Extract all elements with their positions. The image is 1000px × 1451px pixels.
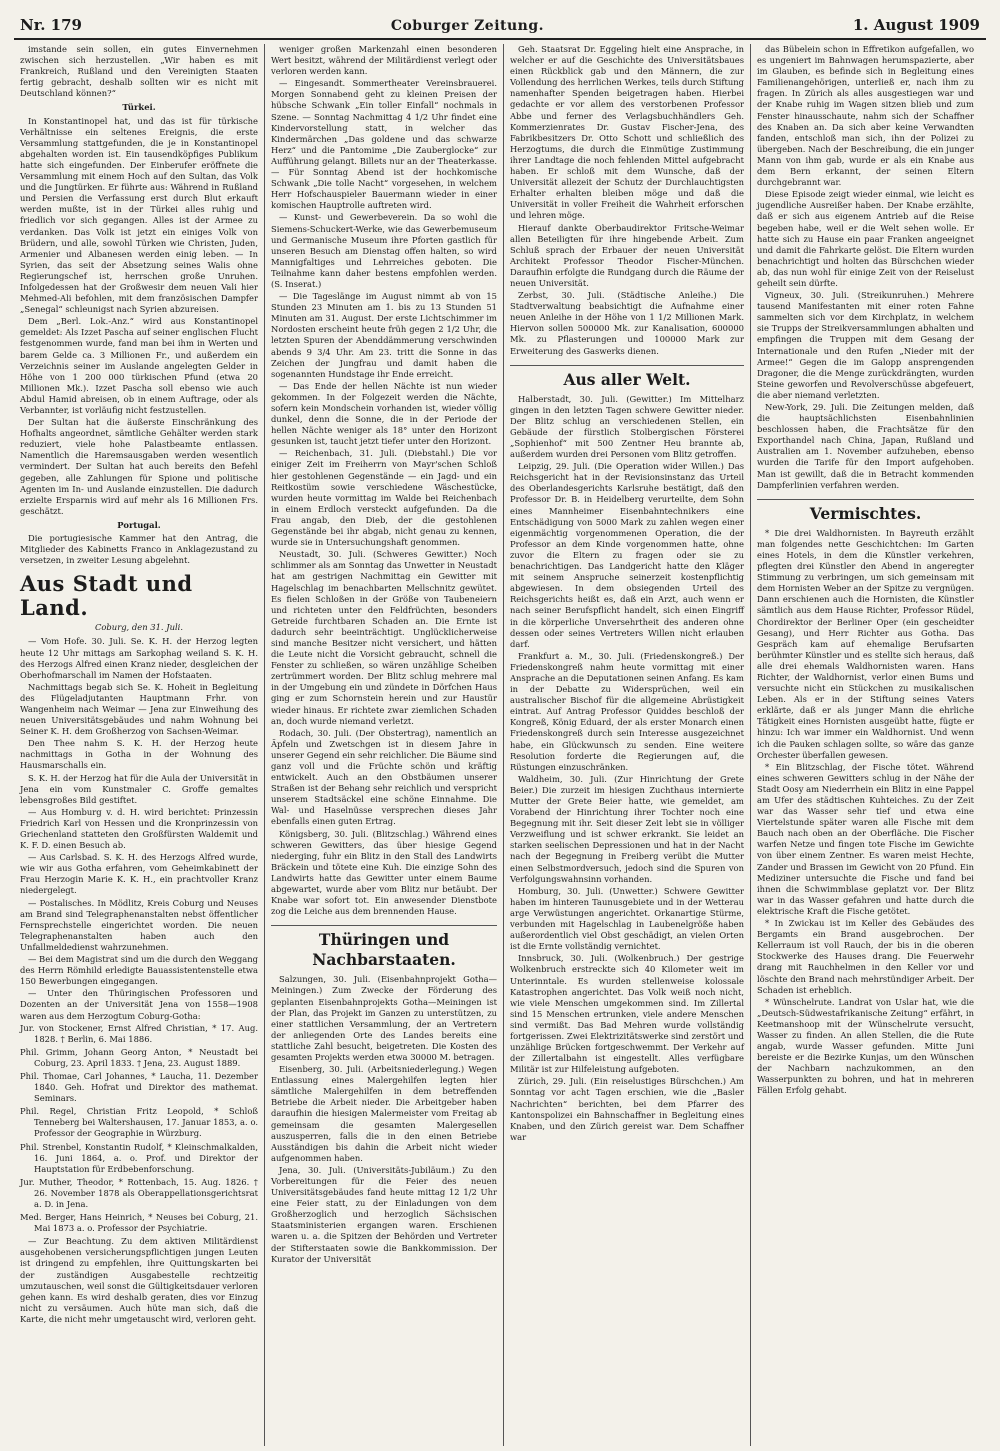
article-paragraph: Nachmittags begab sich Se. K. Hoheit in Begleitung des Flügeladjutanten Hauptmann Frhr. von Wangenheim nach Weimar — Jena zur Einweihung des neuen Universitätsgebäudes und nahm Wohnung bei Seiner K. H. dem Großherzog von Sachsen-Weimar. — [20, 681, 258, 737]
article-paragraph: * In Zwickau ist im Keller des Gebäudes des Bergamts ein Brand ausgebrochen. Der Kellerraum ist voll Rauch, der bis in die oberen Stockwerke des Hauses drang. Die Feuerwehr drang mit Rauchhelmen in den Keller vor und löschte den Brand nach mehrstündiger Arbeit. Der Schaden ist erheblich. — [757, 918, 974, 995]
article-paragraph: Homburg, 30. Juli. (Unwetter.) Schwere Gewitter haben im hinteren Taunusgebiete und in der Wetterau arge Verwüstungen angerichtet. Orkanartige Stürme, verbunden mit Hagelschlag in Laubenelgröße haben außerordentlich viel Obst geschädigt, an vielen Orten ist die Ernte vollständig vernichtet. — [510, 885, 744, 952]
article-paragraph: Halberstadt, 30. Juli. (Gewitter.) Im Mittelharz gingen in den letzten Tagen schwere Gewitter nieder. Der Blitz schlug an verschiedenen Stellen, ein Gebäude der fürstlich Stolbergischen Försterei „Sophienhof“ mit 500 Zentner Heu brannte ab, außerdem wurden drei Personen vom Blitz getroffen. — [510, 393, 744, 460]
article-paragraph: Frankfurt a. M., 30. Juli. (Friedenskongreß.) Der Friedenskongreß nahm heute vormittag mit einer Ansprache an die Deputationen seinen Anfang. Es kam in der Debatte zu Widersprüchen, weil ein australischer Bischof für die allgemeine Abrüstigkeit eintrat. Auf Antrag Professor Quiddes beschloß der Kongreß, König Eduard, der als erster Monarch einen Friedenskongreß durch sein Interesse ausgezeichnet habe, ein Glückwunsch zu senden. Eine weitere Resolution forderte die Regierungen auf, die Rüstungen einzuschränken. — [510, 650, 744, 772]
article-paragraph: — Vom Hofe. 30. Juli. Se. K. H. der Herzog legten heute 12 Uhr mittags am Sarkophag weiland S. K. H. des Herzogs Alfred einen Kranz nieder, desgleichen der Oberhofmarschall im Namen der Hofstaaten. — [20, 636, 258, 680]
article-paragraph: — Eingesandt. Sommertheater Vereinsbrauerei. Morgen Sonnabend geht zu kleinen Preisen der hübsche Schwank „Ein toller Einfall“ nochmals in Szene. — Sonntag Nachmittag 4 1/2 Uhr findet eine Kindervorstellung statt, in welcher das Kindermärchen „Das goldene und das schwarze Herz“ und die Pantomime „Die Zauberglocke“ zur Aufführung gelangt. Billets nur an der Theaterkasse. — Für Sonntag Abend ist der hochkomische Schwank „Die tolle Nacht“ vorgesehen, in welchem Herr Hofschauspieler Bauermann wieder in einer komischen Hauptrolle auftreten wird. — [271, 78, 497, 211]
article-paragraph: — Reichenbach, 31. Juli. (Diebstahl.) Die vor einiger Zeit im Freiherrn von Mayr'schen Schloß hier gestohlenen Gegenstände — ein Jagd- und ein Reitkostüm sowie verschiedene Wäschestücke, wurden heute vormittag im Walde bei Reichenbach in einem Erdloch versteckt aufgefunden. Da die Frau angab, den Dieb, der die gestohlenen Gegenstände bei ihr abgab, nicht genau zu kennen, wurde sie in Untersuchungshaft genommen. — [271, 448, 497, 548]
article-paragraph: Salzungen, 30. Juli. (Eisenbahnprojekt Gotha—Meiningen.) Zum Zwecke der Förderung des geplanten Eisenbahnprojekts Gotha—Meiningen ist der Plan, das Projekt im Ganzen zu unterstützen, zu einer stattlichen Versammlung, der an Vertretern der anliegenden Orte des Landes bereits eine stattliche Zahl besucht, beigetreten. Die Kosten des gesamten Projekts werden etwa 30000 M. betragen. — [271, 974, 497, 1062]
article-paragraph: Zürich, 29. Juli. (Ein reiselustiges Bürschchen.) Am Sonntag vor acht Tagen erschien, wie die „Basler Nachrichten“ berichten, bei dem Pfarrer des Kantonspolizei ein Bahnschaffner in Begleitung eines Knaben, und den Zürich gereist war. Dem Schaffner war — [510, 1076, 744, 1142]
article-paragraph: Diese Episode zeigt wieder einmal, wie leicht es jugendliche Ausreißer haben. Der Knabe erzählte, daß er sich aus eigenem Antrieb auf die Reise begeben habe, weil er die Welt sehen wolle. Er hatte sich zu Hause ein paar Franken angeeignet und damit die Fahrkarte gelöst. Die Eltern wurden benachrichtigt und holten das Bürschchen wieder ab, das nun wohl für einige Zeit von der Reiselust geheilt sein dürfte. — [757, 189, 974, 288]
article-paragraph: — Aus Carlsbad. S. K. H. des Herzogs Alfred wurde, wie wir aus Gotha erfahren, vom Geheimkabinett der Frau Herzogin Marie K. K. H., ein prachtvoller Kranz niedergelegt. — [20, 852, 258, 896]
article-paragraph: — Das Ende der hellen Nächte ist nun wieder gekommen. In der Folgezeit werden die Nächte, sofern kein Mondschein vorhanden ist, wieder völlig dunkel, denn die Sonne, die in der Periode der hellen Nächte weniger als 18° unter den Horizont gesunken ist, taucht jetzt tiefer unter den Horizont. — [271, 380, 497, 447]
article-paragraph: weniger großen Markenzahl einen besonderen Wert besitzt, während der Militärdienst verlegt oder verloren werden kann. — [271, 44, 497, 77]
article-paragraph: Der Sultan hat die äußerste Einschränkung des Hofhalts angeordnet, sämtliche Gehälter werden stark reduziert, viele hohe Palastbeamte entlassen. Namentlich die Haremsausgaben werden wesentlich vermindert. Der Sultan hat auch bereits den Befehl gegeben, alle Zahlungen für Spione und politische Agenten im In- und Auslande einzustellen. Die dadurch erzielte Ersparnis wird auf mehr als 16 Millionen Frs. geschätzt. — [20, 417, 258, 516]
article-paragraph: das Bübelein schon in Effretikon aufgefallen, wo es ungeniert im Bahnwagen herumspazierte, aber im Glauben, es befinde sich in Begleitung eines Familienangehörigen, unterließ er, nach ihm zu fragen. In Zürich als alles ausgestiegen war und der Knabe ruhig im Wagen sitzen blieb und zum Fenster hinausschaute, nahm sich der Schaffner des Knaben an. Da sich aber keine Verwandten fanden, entschloß man sich, ihn der Polizei zu übergeben. Nach der Beschreibung, die ein junger Mann von ihm gab, wurde er als ein Knabe aus dem Bern erkannt, der seinen Eltern durchgebrannt war. — [757, 44, 974, 188]
newspaper-title: Coburger Zeitung. — [390, 18, 545, 34]
article-paragraph: Rodach, 30. Juli. (Der Obstertrag), namentlich an Äpfeln und Zwetschgen ist in diesem Jahre in unserer Gegend ein sehr reichlicher. Die Bäume sind ganz voll und die Früchte schön und kräftig entwickelt. Auch an den Obstbäumen unserer Straßen ist der Behang sehr reichlich und verspricht unserem Stadtsäckel eine schöne Einnahme. Die Wal- und Haselnüsse versprechen dieses Jahr ebenfalls einen guten Ertrag. — [271, 727, 497, 827]
article-paragraph: Vigneux, 30. Juli. (Streikunruhen.) Mehrere tausend Manifestanten mit einer roten Fahne sammelten sich vor dem Kirchplatz, in welchem sie Trupps der Streikversammlungen abhalten und empfingen die Truppen mit dem Gesang der Internationale und den Rufen „Nieder mit der Armee!“ Gegen die im Galopp ansprengenden Dragoner, die die Menge zurückdrängten, wurden Steine geworfen und Revolverschüsse abgefeuert, die aber niemand verletzten. — [757, 290, 974, 400]
section-heading-turkei: Türkei. — [122, 102, 156, 113]
article-paragraph: S. K. H. der Herzog hat für die Aula der Universität in Jena ein vom Kunstmaler C. Groffe gemaltes lebensgroßes Bild gestiftet. — [20, 772, 258, 805]
article-paragraph: * Wünschelrute. Landrat von Uslar hat, wie die „Deutsch-Südwestafrikanische Zeitung“ erfährt, in Keetmanshoop mit der Wünschelrute versucht, Wasser zu finden. An allen Stellen, die die Rute angab, wurde Wasser gefunden. Mitte Juni bereiste er die Bezirke Kunjas, um den Wünschen der Nachbarn nachzukommen, an den Wasserpunkten zu bohren, und hat in mehreren Fällen Erfolg gehabt. — [757, 996, 974, 1096]
professor-entry: Phil. Thomae, Carl Johannes, * Laucha, 11. Dezember 1840. Geh. Hofrat und Direktor des mathemat. Seminars. — [20, 1070, 258, 1104]
article-paragraph: * Die drei Waldhornisten. In Bayreuth erzählt man folgendes nette Geschichtchen: Im Garten eines Hotels, in dem die Künstler verkehren, pflegten drei Künstler den Abend in angeregter Stimmung zu verbringen, um sich gemeinsam mit dem Hornisten Weber an der Spitze zu vergnügen. Dann erschienen auch die Hornisten, die Künstler sämtlich aus dem Hause Richter, Professor Rüdel, Chordirektor der Berliner Oper (ein gescheidter Gesang), und Herr Richter aus Gotha. Das Gespräch kam auf ehemalige Berufsarten berühmter Künstler und es stellte sich heraus, daß alle drei ehemals Waldhornisten waren. Hans Richter, der Waldhornist, verlor einen Bums und versuchte nicht ein Stückchen zu musikalischen Leben. Als er in der Stiftung seines Vaters erklärte, daß er als junger Mann die ehrliche Tätigkeit eines Hornisten ausgeübt hatte, fügte er hinzu: Ich war immer ein Waldhornist. Und wenn ich die Pauken schlagen sollte, so wäre das ganze Orchester überfallen gewesen. — [757, 527, 974, 760]
professor-entry: Jur. von Stockener, Ernst Alfred Christian, * 17. Aug. 1828. † Berlin, 6. Mai 1886. — [20, 1022, 258, 1044]
article-paragraph: — Bei dem Magistrat sind um die durch den Weggang des Herrn Römhild erledigte Bauassistentenstelle etwa 150 Bewerbungen eingegangen. — [20, 954, 258, 987]
column-1 — [14, 44, 265, 1446]
article-paragraph: Innsbruck, 30. Juli. (Wolkenbruch.) Der gestrige Wolkenbruch erstreckte sich 40 Kilometer weit im Unterinntale. Es wurden stellenweise kolossale Katastrophen angerichtet. Das Volk weiß noch nicht, wie viele Menschen umgekommen sind. Im Zillertal sind 15 Menschen ertrunken, viele andere Menschen sind vermißt. Das Bad Mehren wurde vollständig fortgerissen. Zwei Elektrizitätswerke sind zerstört und unzählige Brücken fortgeschwemmt. Der Verkehr auf der Zillertalbahn ist eingestellt. Alles verfügbare Militär ist zur Hilfeleistung aufgeboten. — [510, 953, 744, 1075]
article-paragraph: New-York, 29. Juli. Die Zeitungen melden, daß die hauptsächlichsten Eisenbahnlinien beschlossen haben, die Frachtsätze für den Exporthandel nach China, Japan, Rußland und Australien am 1. November aufzuheben, ebenso wurden die Tarife für den Import aufgehoben. Man ist gewillt, daß die in Betracht kommenden Dampferlinien verfahren werden. — [757, 402, 974, 490]
article-paragraph: * Ein Blitzschlag, der Fische tötet. Während eines schweren Gewitters schlug in der Nähe der Stadt Oosy am Niederrhein ein Blitz in eine Pappel am Ufer des städtischen Kuhteiches. Zu der Zeit war das Wasser sehr tief und etwa eine Viertelstunde später waren alle Fische mit dem Bauch nach oben an der Oberfläche. Die Fischer warfen Netze und fingen tote Fische im Gewichte von über einem Zentner. Es waren meist Hechte, Zander und Brassen im Gewicht von 20 Pfund. Ein Mediziner untersuchte die Fische und fand bei ihnen die Schwimmblase geplatzt vor. Der Blitz war in das Wasser gefahren und hatte durch die elektrische Kraft die Fische getötet. — [757, 761, 974, 916]
article-paragraph: Den Thee nahm S. K. H. der Herzog heute nachmittags in Gotha in der Wohnung des Hausmarschalls ein. — [20, 738, 258, 771]
article-paragraph: Königsberg, 30. Juli. (Blitzschlag.) Während eines schweren Gewitters, das über hiesige Gegend niederging, fuhr ein Blitz in den Stall des Landwirts Bräckein und tötete eine Kuh. Die einzige Sohn des Landwirts hatte das Gewitter unter einem Baume abgewartet, wurde aber vom Blitz nur betäubt. Der Knabe war sofort tot. Ein anwesender Dienstbote zog die Leiche aus dem brennenden Hause. — [271, 828, 497, 917]
professor-entry: Phil. Regel, Christian Fritz Leopold, * Schloß Tenneberg bei Waltershausen, 17. Januar 1853, a. o. Professor der Geographie in Würzburg. — [20, 1106, 258, 1139]
article-paragraph: Jena, 30. Juli. (Universitäts-Jubiläum.) Zu den Vorbereitungen für die Feier des neuen Universitätsgebäudes fand heute mittag 12 1/2 Uhr eine Feier statt, zu der Einladungen von dem Großherzoglich und herzoglich Sächsischen Staatsministerien ergangen waren. Erschienen waren u. a. die Spitzen der Behörden und Vertreter der Stifterstaaten sowie die Bankkommission. Der Kurator der Universität — [271, 1164, 497, 1264]
article-paragraph: — Kunst- und Gewerbeverein. Da so wohl die Siemens-Schuckert-Werke, wie das Gewerbemuseum und Germanische Museum ihre Pforten gastlich für unseren Besuch am Dienstag offen halten, so wird Mannigfaltiges und Lehrreiches geboten. Die Teilnahme kann daher bestens empfohlen werden. (S. Inserat.) — [271, 212, 497, 289]
masthead — [14, 14, 986, 40]
section-heading-portugal: Portugal. — [117, 519, 161, 530]
professor-entry: Phil. Grimm, Johann Georg Anton, * Neustadt bei Coburg, 23. April 1833. † Jena, 23. August 1889. — [20, 1046, 258, 1068]
article-columns — [14, 44, 986, 1446]
professor-entry: Jur. Muther, Theodor, * Rottenbach, 15. Aug. 1826. † 26. November 1878 als Oberappellationsgerichtsrat a. D. in Jena. — [20, 1176, 258, 1209]
article-paragraph: Neustadt, 30. Juli. (Schweres Gewitter.) Noch schlimmer als am Sonntag das Unwetter in Neustadt hat am gestrigen Nachmittag ein Gewitter mit Hagelschlag im benachbarten Mellschnitz gewütet. Es fielen Schloßen in der Größe von Taubeneiern und richteten unter den Feldfrüchten, besonders Getreide furchtbaren Schaden an. Die Ernte ist dadurch sehr beeinträchtigt. Unglücklicherweise sind manche Besitzer nicht versichert, und hätten die Leute nicht die Vorsicht gebraucht, schnell die Fenster zu schließen, so wären unzählige Scheiben zertrümmert worden. Der Blitz schlug mehrere mal in der Umgebung ein und zündete in Dörfchen Haus ging er zum Schornstein herein und zur Haustür wieder hinaus. Er richtete zwar ziemlichen Schaden an, doch wurde niemand verletzt. — [271, 549, 497, 726]
professor-entry: Med. Berger, Hans Heinrich, * Neuses bei Coburg, 21. Mai 1873 a. o. Professor der Psychiatrie. — [20, 1212, 258, 1234]
article-paragraph: — Unter den Thüringischen Professoren und Dozenten an der Universität Jena von 1558—1908 waren aus dem Herzogtum Coburg-Gotha: — [20, 988, 258, 1021]
column-3 — [504, 44, 751, 1446]
article-paragraph: Zerbst, 30. Juli. (Städtische Anleihe.) Die Stadtverwaltung beabsichtigt die Aufnahme einer neuen Anleihe in der Höhe von 1 1/2 Millionen Mark. Hiervon sollen 500000 Mk. zur Kanalisation, 600000 Mk. zu Pflasterungen und 100000 Mark zur Erweiterung des Gaswerks dienen. — [510, 290, 744, 356]
section-heading-stadt-und-land: Aus Stadt und Land. — [20, 571, 193, 621]
article-paragraph: In Konstantinopel hat, und das ist für türkische Verhältnisse ein seltenes Ereignis, die erste Versammlung stattgefunden, die je in Konstantinopel abgehalten worden ist. Ein tausendköpfiges Publikum hatte sich eingefunden. Der Einberufer eröffnete die Versammlung mit einem Hoch auf den Sultan, das Volk und die Jungtürken. Er führte aus: Während in Rußland und Persien die Verfassung erst durch Blut erkauft werden mußte, ist in der Türkei alles ruhig und friedlich vor sich gegangen. Alles ist der Armee zu verdanken. Das Volk ist jetzt ein einiges Volk von Brüdern, und alle, sowohl Türken wie Christen, Juden, Armenier und Albanesen werden einig leben. — In Syrien, das seit der Absetzung seines Walis ohne Regierungschef ist, herrschen große Unruhen. Infolgedessen hat der Großwesir dem neuen Vali hier Mehmed-Ali befohlen, mit dem französischen Dampfer „Senegal“ schleunigst nach Syrien abzureisen. — [20, 115, 258, 315]
issue-number: Nr. 179 — [20, 16, 82, 34]
column-4 — [751, 44, 980, 1446]
article-paragraph: — Die Tageslänge im August nimmt ab von 15 Stunden 23 Minuten am 1. bis zu 13 Stunden 51 Minuten am 31. August. Der erste Lichtschimmer im Nordosten erscheint heute früh gegen 2 1/2 Uhr, die letzten Spuren der Abenddämmerung verschwinden abends 9 3/4 Uhr. Am 23. tritt die Sonne in das Zeichen der Jungfrau und damit haben die sogenannten Hundstage ihr Ende erreicht. — [271, 291, 497, 379]
article-paragraph: Hierauf dankte Oberbaudirektor Fritsche-Weimar allen Beteiligten für ihre hingebende Arbeit. Zum Schluß sprach der Erbauer der neuen Universität Architekt Professor Theodor Fischer-München. Daraufhin erfolgte die Rundgang durch die Räume der neuen Universität. — [510, 222, 744, 288]
section-heading-vermischtes: Vermischtes. — [757, 499, 974, 524]
article-paragraph: Die portugiesische Kammer hat den Antrag, die Mitglieder des Kabinetts Franco in Anklagezustand zu versetzen, in zweiter Lesung abgelehnt. — [20, 533, 258, 566]
article-paragraph: — Postalisches. In Mödlitz, Kreis Coburg und Neuses am Brand sind Telegraphenanstalten nebst öffentlicher Fernsprechstelle eingerichtet worden. Die neuen Telegraphenanstalten haben auch den Unfallmeldedienst wahrzunehmen. — [20, 897, 258, 952]
dateline: Coburg, den 31. Juli. — [94, 622, 184, 633]
article-paragraph: Leipzig, 29. Juli. (Die Operation wider Willen.) Das Reichsgericht hat in der Revisionsinstanz das Urteil des Oberlandesgerichts Karlsruhe bestätigt, daß den Professor Dr. B. in Heidelberg verurteilte, dem Sohn eines Mannheimer Eisenbahntechnikers eine Entschädigung von 5000 Mark zu zahlen wegen einer eigenmächtig vorgenommenen Operation, die der Professor an dem Kinde vorgenommen hatte, ohne zuvor die Eltern zu fragen oder sie zu benachrichtigen. Das Landgericht hatte den Kläger mit seinem Anspruche seinerzeit kostenpflichtig abgewiesen. In dem obsiegenden Urteil des Reichsgerichts heißt es, daß ein Arzt, auch wenn er nach seiner Berufspflicht handelt, sich einen Eingriff in die körperliche Unversehrtheit des anderen ohne dessen oder seines Vertreters Willen nicht erlauben darf. — [510, 461, 744, 649]
article-paragraph: Waldheim, 30. Juli. (Zur Hinrichtung der Grete Beier.) Die zurzeit im hiesigen Zuchthaus internierte Mutter der Grete Beier hatte, wie gemeldet, am Vorabend der Hinrichtung ihrer Tochter noch eine Begegnung mit ihr. Seit dieser Zeit lebt sie in völliger Verzweiflung und ist schwer erkrankt. Sie leidet an starken seelischen Depressionen und hat in der Nacht nach der Begegnung in Freiberg verübt die Mutter einen Selbstmordversuch, jedoch sind die Spuren von Verfolgungswahnsinn vorhanden. — [510, 773, 744, 884]
article-paragraph: Geh. Staatsrat Dr. Eggeling hielt eine Ansprache, in welcher er auf die Geschichte des Universitätsbaues einen Rückblick gab und den Männern, die zur Vollendung des herrlichen Werkes, teils durch Stiftung namenhafter Spenden beigetragen haben. Hierbei gedachte er vor allem des verstorbenen Professor Abbe und ferner des Verlagsbuchhändlers Geh. Kommerzienrates Dr. Gustav Fischer-Jena, des Fabrikbesitzers Dr. Otto Schott und schließlich des Herzogtums, die durch die Einmütige Zustimmung ihrer Landtage die noch fehlenden Mittel aufgebracht haben. Er schloß mit dem Wunsche, daß der Universität allezeit der Schutz der Durchlauchtigsten Erhalter erhalten bleiben möge und daß die Universität in voller Freiheit die Wahrheit erforschen und lehren möge. — [510, 44, 744, 221]
section-heading-aus-aller-welt: Aus aller Welt. — [510, 365, 744, 390]
column-2 — [265, 44, 504, 1446]
article-paragraph: — Aus Homburg v. d. H. wird berichtet: Prinzessin Friedrich Karl von Hessen und die Kronprinzessin von Griechenland statteten den Großfürsten Waldemit und K. F. D. einen Besuch ab. — [20, 806, 258, 851]
section-heading-thueringen: Thüringen und Nachbarstaaten. — [271, 925, 497, 970]
professor-entry: Phil. Strenbel, Konstantin Rudolf, * Kleinschmalkalden, 16. Juni 1864, a. o. Prof. und Direktor der Hauptstation für Erdbebenforschung. — [20, 1141, 258, 1174]
issue-date: 1. August 1909 — [852, 16, 980, 34]
article-paragraph: — Zur Beachtung. Zu dem aktiven Militärdienst ausgehobenen versicherungspflichtigen jungen Leuten ist dringend zu empfehlen, ihre Quittungskarten bei der zuständigen Ausgabestelle rechtzeitig umzutauschen, weil sonst die Gültigkeitsdauer verloren gehen kann. Es wird deshalb geraten, dies vor Einzug nicht zu versäumen. Auch hüte man sich, daß die Karte, die nicht mehr umgetauscht wird, verloren geht. — [20, 1236, 258, 1324]
article-paragraph: Eisenberg, 30. Juli. (Arbeitsniederlegung.) Wegen Entlassung eines Malergehilfen legten hier sämtliche Malergehilfen in dem betreffenden Betriebe die Arbeit nieder. Die Arbeitgeber haben daraufhin die hiesigen Malermeister vom Freitag ab gemeinsam die gesamten Malergesellen auszusperren, falls die in den einen Betriebe Ausständigen bis dahin die Arbeit nicht wieder aufgenommen haben. — [271, 1064, 497, 1163]
article-paragraph: Dem „Berl. Lok.-Anz.“ wird aus Konstantinopel gemeldet: Als Izzet Pascha auf seiner englischen Flucht festgenommen wurde, fand man bei ihm in Werten und barem Gelde ca. 3 Millionen Fr., und außerdem ein Verzeichnis seiner im Auslande angelegten Gelder in Höhe von 1 200 000 türkischen Pfund (etwa 20 Millionen Mk.). Izzet Pascha soll ebenso wie auch Abdul Hamid abreisen, ob in einem Auftrage, oder als Verbannter, ist vorläufig nicht festzustellen. — [20, 316, 258, 415]
article-paragraph: imstande sein sollen, ein gutes Einvernehmen zwischen sich herzustellen. „Wir haben es mit Frankreich, Rußland und den Vereinigten Staaten fertig gebracht, deshalb sollten wir es nicht mit Deutschland können?“ — [20, 44, 258, 99]
